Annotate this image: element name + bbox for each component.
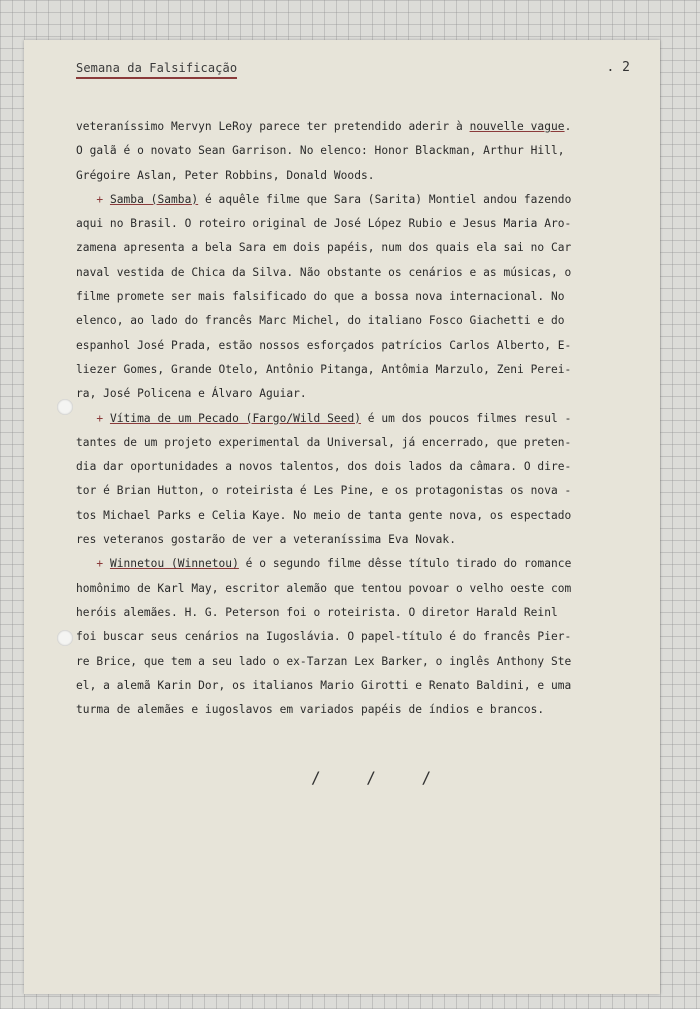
film-title: Samba (Samba) xyxy=(109,192,199,206)
film-title: Winnetou (Winnetou) xyxy=(109,557,239,571)
text-segment: . xyxy=(564,120,572,133)
closing-marks: / / / xyxy=(311,768,450,787)
text-line: filme promete ser mais falsificado do que a bossa nova internacional. No xyxy=(76,290,565,304)
text-line: tantes de um projeto experimental da Universal, já encerrado, que preten- xyxy=(76,435,572,449)
text-line: liezer Gomes, Grande Otelo, Antônio Pitanga, Antômia Marzulo, Zeni Perei- xyxy=(76,362,572,376)
text-line: O galã é o novato Sean Garrison. No elenco: Honor Blackman, Arthur Hill, xyxy=(76,144,565,158)
bullet-plus: + xyxy=(96,192,104,206)
text-line: tos Michael Parks e Celia Kaye. No meio de tanta gente nova, os espectado xyxy=(76,508,572,522)
typed-page xyxy=(24,40,660,994)
text-line xyxy=(76,188,636,212)
document-body xyxy=(76,115,636,722)
film-title: Vítima de um Pecado (Fargo/Wild Seed) xyxy=(109,411,362,425)
text-line: turma de alemães e iugoslavos em variados papéis de índios e brancos. xyxy=(76,703,545,717)
text-line: aqui no Brasil. O roteiro original de José López Rubio e Jesus Maria Aro- xyxy=(76,217,572,231)
text-line xyxy=(76,115,636,139)
bullet-plus: + xyxy=(96,411,104,425)
text-line: heróis alemães. H. G. Peterson foi o roteirista. O diretor Harald Reinl xyxy=(76,605,558,619)
page-number: . 2 xyxy=(606,60,630,75)
text-line: re Brice, que tem a seu lado o ex-Tarzan Lex Barker, o inglês Anthony Ste xyxy=(76,654,572,668)
text-line xyxy=(76,407,636,431)
text-line: homônimo de Karl May, escritor alemão que tentou povoar o velho oeste com xyxy=(76,581,572,595)
underlined-term: nouvelle vague xyxy=(469,120,565,133)
bullet-plus: + xyxy=(96,557,104,571)
text-line: elenco, ao lado do francês Marc Michel, do italiano Fosco Giachetti e do xyxy=(76,314,565,328)
text-line: res veteranos gostarão de ver a veteraníssima Eva Novak. xyxy=(76,533,456,547)
text-line: tor é Brian Hutton, o roteirista é Les Pine, e os protagonistas os nova - xyxy=(76,484,572,498)
text-line: naval vestida de Chica da Silva. Não obstante os cenários e as músicas, o xyxy=(76,265,572,279)
text-line: ra, José Policena e Álvaro Aguiar. xyxy=(76,387,307,401)
text-segment: veteraníssimo Mervyn LeRoy parece ter pretendido aderir à xyxy=(76,120,470,133)
punch-hole xyxy=(57,630,73,646)
text-segment: é o segundo filme dêsse título tirado do romance xyxy=(238,557,572,571)
text-line: dia dar oportunidades a novos talentos, dos dois lados da câmara. O dire- xyxy=(76,460,572,474)
page-header-title: Semana da Falsificação xyxy=(76,61,237,79)
text-line: el, a alemã Karin Dor, os italianos Mario Girotti e Renato Baldini, e uma xyxy=(76,678,572,692)
text-segment: é um dos poucos filmes resul - xyxy=(361,411,572,425)
text-line: foi buscar seus cenários na Iugoslávia. O papel-título é do francês Pier- xyxy=(76,630,572,644)
text-line: espanhol José Prada, estão nossos esforçados patrícios Carlos Alberto, E- xyxy=(76,338,572,352)
punch-hole xyxy=(57,399,73,415)
text-line xyxy=(76,552,636,576)
text-line: Grégoire Aslan, Peter Robbins, Donald Woods. xyxy=(76,168,375,182)
text-line: zamena apresenta a bela Sara em dois papéis, num dos quais ela sai no Car xyxy=(76,241,572,255)
text-segment: é aquêle filme que Sara (Sarita) Montiel andou fazendo xyxy=(198,192,572,206)
